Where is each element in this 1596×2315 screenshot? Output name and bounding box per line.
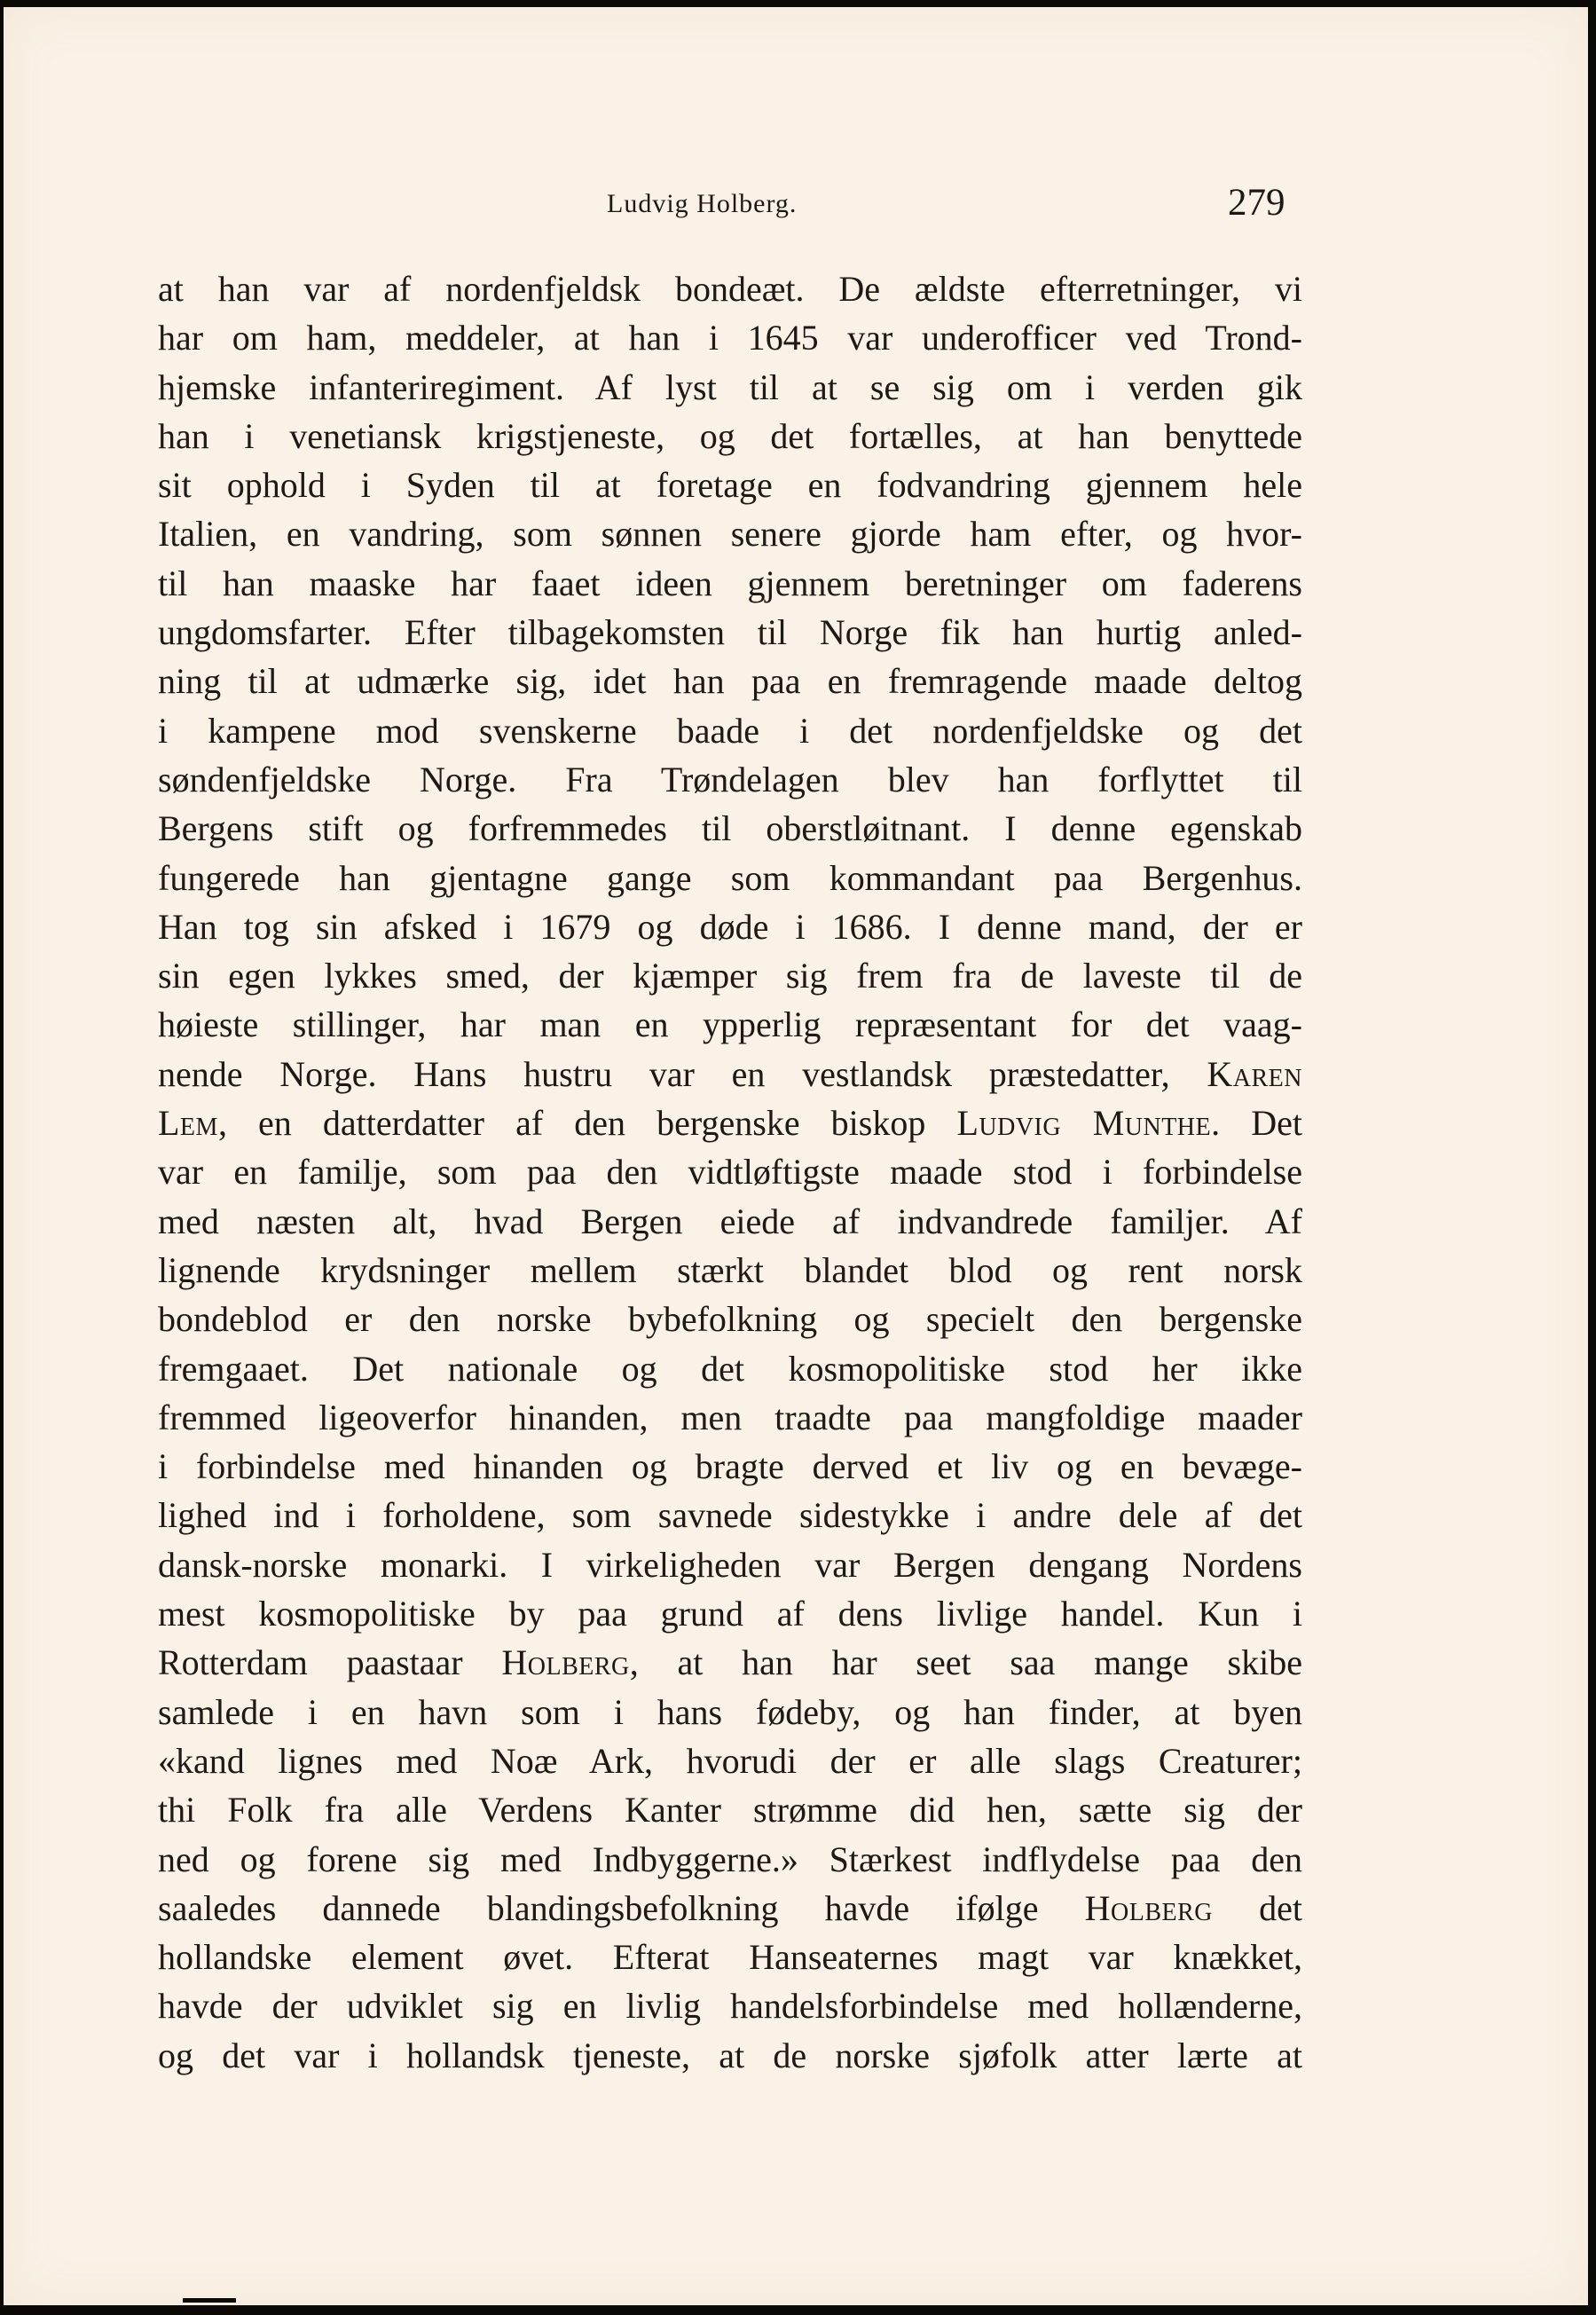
text-run: thi Folk fra alle Verdens Kanter strømme did hen, sætte sig der [158,1790,1302,1831]
text-line [158,755,1302,804]
text-line [158,1050,1302,1098]
text-run: fungerede han gjentagne gange som kommandant paa Bergenhus. [158,857,1302,898]
page-header [4,178,1588,232]
text-line [158,1835,1302,1884]
text-line [158,509,1302,558]
text-run: bondeblod er den norske bybefolkning og specielt den bergenske [158,1299,1302,1340]
text-line [158,1933,1302,1981]
small-caps-name: Holberg [1084,1887,1214,1928]
text-line [158,1147,1302,1196]
text-line [158,313,1302,362]
text-line [158,902,1302,951]
text-run: ungdomsfarter. Efter tilbagekomsten til Norge fik han hurtig anled- [158,612,1302,653]
text-line [158,363,1302,412]
text-run: og det var i hollandsk tjeneste, at de norske sjøfolk atter lærte at [158,2035,1302,2075]
text-line [158,1246,1302,1295]
text-run: saaledes dannede blandingsbefolkning havde ifølge [158,1887,1085,1928]
text-run: med næsten alt, hvad Bergen eiede af indvandrede familjer. Af [158,1201,1302,1241]
text-run: nende Norge. Hans hustru var en vestlandsk præstedatter, [158,1053,1207,1094]
text-run: Bergens stift og forfremmedes til oberstløitnant. I denne egenskab [158,808,1302,849]
text-line [158,854,1302,902]
text-line [158,1344,1302,1393]
text-line [158,461,1302,509]
text-run: Han tog sin afsked i 1679 og døde i 1686. I denne mand, der er [158,906,1302,947]
text-run: dansk-norske monarki. I virkeligheden var Bergen dengang Nordens [158,1544,1302,1585]
text-run: søndenfjeldske Norge. Fra Trøndelagen blev han forflyttet til [158,759,1302,799]
text-run: Rotterdam paastaar [158,1642,502,1683]
text-line [158,608,1302,657]
text-line [158,264,1302,313]
text-line [158,951,1302,1000]
text-line [158,1491,1302,1539]
small-caps-name: Ludvig Munthe [956,1103,1212,1144]
text-run: i kampene mod svenskerne baade i det nordenfjeldske og det [158,710,1302,751]
text-run: havde der udviklet sig en livlig handelsforbindelse med hollænderne, [158,1986,1302,2027]
text-line [158,1688,1302,1736]
text-line [158,1785,1302,1834]
text-run: fremmed ligeoverfor hinanden, men traadte paa mangfoldige maader [158,1397,1302,1437]
text-line [158,1442,1302,1491]
text-line [158,559,1302,608]
text-run: lignende krydsninger mellem stærkt blandet blod og rent norsk [158,1249,1302,1290]
text-run: lighed ind i forholdene, som savnede sidestykke i andre dele af det [158,1495,1302,1536]
text-line [158,1098,1302,1147]
text-run: , at han har seet saa mange skibe [629,1642,1302,1683]
text-line [158,1884,1302,1933]
small-caps-name: Karen [1207,1053,1302,1094]
text-line [158,1393,1302,1442]
text-run: det [1213,1887,1302,1928]
text-run: ned og forene sig med Indbyggerne.» Stærkest indflydelse paa den [158,1839,1302,1879]
text-line [158,1981,1302,2030]
text-line [158,706,1302,755]
text-line [158,1589,1302,1638]
text-run: . Det [1211,1103,1302,1144]
small-caps-name: Lem [158,1103,218,1144]
text-line [158,2031,1302,2080]
text-run: Italien, en vandring, som sønnen senere gjorde ham efter, og hvor- [158,514,1302,555]
text-run: sit ophold i Syden til at foretage en fodvandring gjennem hele [158,465,1302,506]
text-line [158,1540,1302,1589]
text-run: samlede i en havn som i hans fødeby, og han finder, at byen [158,1691,1302,1732]
text-run: har om ham, meddeler, at han i 1645 var underofficer ved Trond- [158,318,1302,358]
body-text [158,264,1302,2080]
text-run: hjemske infanteriregiment. Af lyst til at se sig om i verden gik [158,366,1302,407]
text-run: sin egen lykkes smed, der kjæmper sig frem fra de laveste til de [158,956,1302,996]
small-caps-name: Holberg [501,1642,630,1683]
text-line [158,1295,1302,1343]
text-line [158,412,1302,461]
scan-edge-mark [183,2298,236,2303]
text-run: fremgaaet. Det nationale og det kosmopolitiske stod her ikke [158,1348,1302,1389]
text-line [158,1000,1302,1049]
text-run: høieste stillinger, har man en ypperlig repræsentant for det vaag- [158,1004,1302,1045]
text-run: «kand lignes med Noæ Ark, hvorudi der er alle slags Creaturer; [158,1740,1302,1781]
text-line [158,1197,1302,1246]
text-run: ning til at udmærke sig, idet han paa en fremragende maade deltog [158,661,1302,702]
text-run: mest kosmopolitiske by paa grund af dens livlige handel. Kun i [158,1594,1302,1634]
text-run: til han maaske har faaet ideen gjennem beretninger om faderens [158,563,1302,603]
text-run: var en familje, som paa den vidtløftigste maade stod i forbindelse [158,1152,1302,1193]
text-line [158,657,1302,705]
text-run: han i venetiansk krigstjeneste, og det fortælles, at han benyttede [158,415,1302,456]
text-run: at han var af nordenfjeldsk bondeæt. De ældste efterretninger, vi [158,269,1302,309]
text-run: i forbindelse med hinanden og bragte derved et liv og en bevæge- [158,1446,1302,1487]
text-line [158,1736,1302,1785]
book-page [4,7,1588,2305]
text-run: , en datterdatter af den bergenske biskop [217,1103,957,1144]
page-number: 279 [1228,182,1285,224]
text-line [158,804,1302,853]
text-run: hollandske element øvet. Efterat Hanseaternes magt var knækket, [158,1937,1302,1978]
text-line [158,1638,1302,1687]
running-head: Ludvig Holberg. [607,189,798,218]
